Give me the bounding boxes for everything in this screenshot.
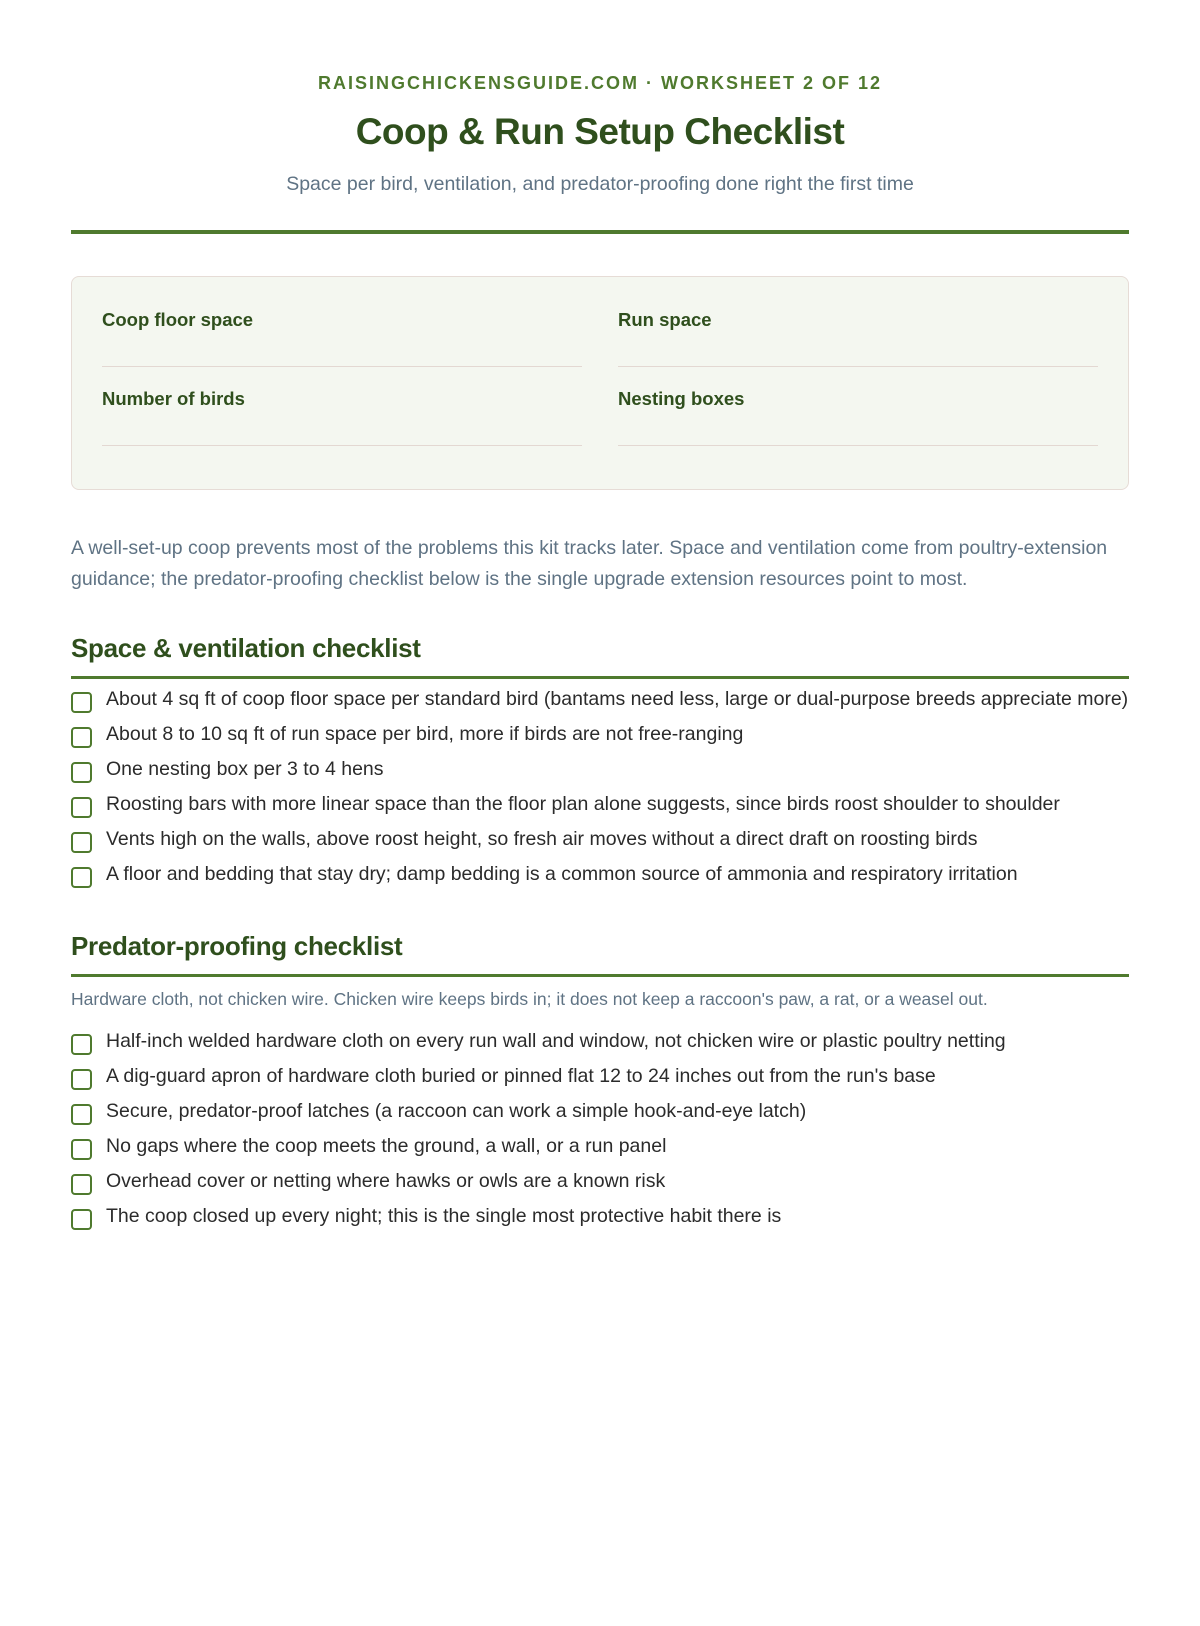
intro-paragraph: A well-set-up coop prevents most of the problems this kit tracks later. Space and ventilation come from poultry-extension guidance; the predator-proofing checklist below is the single upgrade extension resources point to most. [71, 537, 1108, 590]
predator-section-note: Hardware cloth, not chicken wire. Chicken wire keeps birds in; it does not keep a raccoon's paw, a rat, or a weasel out. [71, 989, 988, 1009]
space-section-title: Space & ventilation checklist [71, 633, 1129, 679]
checklist-item-text: A dig-guard apron of hardware cloth buried or pinned flat 12 to 24 inches out from the run's base [106, 1065, 936, 1087]
field-write-line [618, 366, 1098, 367]
checkbox[interactable] [71, 1174, 92, 1195]
field-write-line [618, 445, 1098, 446]
predator-checklist [71, 1032, 1129, 1231]
space-checklist [71, 690, 1129, 889]
checklist-item-text: About 8 to 10 sq ft of run space per bird, more if birds are not free-ranging [106, 723, 744, 745]
field-write-line [102, 366, 582, 367]
number-of-birds-field[interactable] [102, 386, 582, 465]
nesting-boxes-field[interactable] [618, 386, 1098, 465]
checklist-item-text: Vents high on the walls, above roost height, so fresh air moves without a direct draft on roosting birds [106, 828, 978, 850]
checklist-item-text: No gaps where the coop meets the ground, a wall, or a run panel [106, 1135, 667, 1157]
checklist-item[interactable] [71, 1102, 1129, 1126]
checklist-item[interactable] [71, 830, 1129, 854]
checklist-item-text: One nesting box per 3 to 4 hens [106, 758, 384, 780]
checkbox[interactable] [71, 762, 92, 783]
checkbox[interactable] [71, 832, 92, 853]
checklist-item-text: The coop closed up every night; this is the single most protective habit there is [106, 1205, 782, 1227]
field-label: Coop floor space [102, 309, 254, 330]
page-title: Coop & Run Setup Checklist [355, 111, 845, 152]
site-kicker: RAISINGCHICKENSGUIDE.COM · WORKSHEET 2 OF 12 [317, 73, 883, 93]
checklist-item[interactable] [71, 795, 1129, 819]
header-divider [71, 230, 1129, 234]
checklist-item[interactable] [71, 1032, 1129, 1056]
checkbox[interactable] [71, 867, 92, 888]
checkbox[interactable] [71, 1069, 92, 1090]
info-fields-box [71, 276, 1129, 490]
checkbox[interactable] [71, 692, 92, 713]
checklist-item-text: Roosting bars with more linear space than the floor plan alone suggests, since birds roost shoulder to shoulder [106, 793, 1060, 815]
checklist-item-text: Overhead cover or netting where hawks or owls are a known risk [106, 1170, 666, 1192]
field-label: Nesting boxes [618, 388, 745, 409]
page-subtitle: Space per bird, ventilation, and predator-proofing done right the first time [286, 173, 914, 195]
field-label: Number of birds [102, 388, 245, 409]
checklist-item-text: Half-inch welded hardware cloth on every run wall and window, not chicken wire or plastic poultry netting [106, 1030, 1006, 1052]
checklist-item[interactable] [71, 1067, 1129, 1091]
checklist-item[interactable] [71, 1207, 1129, 1231]
field-write-line [102, 445, 582, 446]
checkbox[interactable] [71, 1104, 92, 1125]
checklist-item[interactable] [71, 1172, 1129, 1196]
checkbox[interactable] [71, 1209, 92, 1230]
checklist-item[interactable] [71, 865, 1129, 889]
checkbox[interactable] [71, 1034, 92, 1055]
checklist-item-text: Secure, predator-proof latches (a raccoon can work a simple hook-and-eye latch) [106, 1100, 807, 1122]
checklist-item[interactable] [71, 760, 1129, 784]
checklist-item-text: About 4 sq ft of coop floor space per standard bird (bantams need less, large or dual-purpose breeds appreciate more) [106, 688, 1129, 710]
predator-section-title: Predator-proofing checklist [71, 931, 1129, 977]
coop-floor-space-field[interactable] [102, 307, 582, 386]
checkbox[interactable] [71, 797, 92, 818]
worksheet-page [0, 73, 1200, 1626]
checklist-item[interactable] [71, 725, 1129, 749]
checklist-item-text: A floor and bedding that stay dry; damp bedding is a common source of ammonia and respiratory irritation [106, 863, 1018, 885]
checklist-item[interactable] [71, 1137, 1129, 1161]
run-space-field[interactable] [618, 307, 1098, 386]
checkbox[interactable] [71, 1139, 92, 1160]
checklist-item[interactable] [71, 690, 1129, 714]
checkbox[interactable] [71, 727, 92, 748]
field-label: Run space [618, 309, 712, 330]
